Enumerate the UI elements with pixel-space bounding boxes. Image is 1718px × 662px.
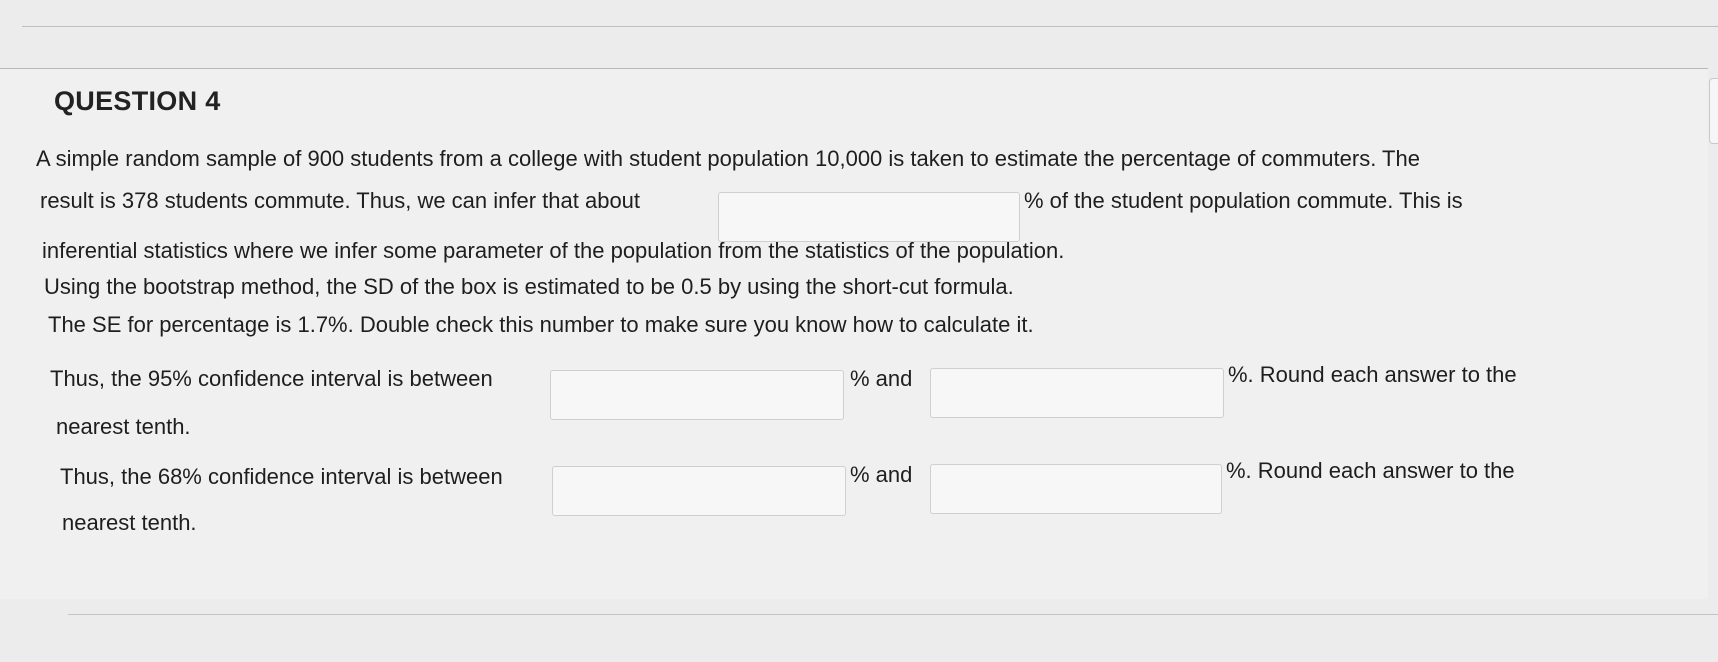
question-text-line2: result is 378 students commute. Thus, we can infer that about bbox=[40, 188, 641, 213]
ci68-and-label: % and bbox=[850, 462, 913, 487]
question-text-line1: A simple random sample of 900 students from a college with student population 10,000 is taken to estimate the percentage of commuters. The bbox=[36, 146, 1420, 171]
ci68-high-input[interactable] bbox=[930, 464, 1222, 514]
se-text: The SE for percentage is 1.7%. Double check this number to make sure you know how to calculate it. bbox=[48, 312, 1034, 337]
ci95-and-label: % and bbox=[850, 366, 913, 391]
bootstrap-text: Using the bootstrap method, the SD of the box is estimated to be 0.5 by using the short-cut formula. bbox=[44, 274, 1014, 299]
ci68-low-input[interactable] bbox=[552, 466, 846, 516]
ci95-instruction: %. Round each answer to the bbox=[1228, 362, 1517, 387]
panel-scroll-edge bbox=[1709, 78, 1718, 144]
percent-commute-input[interactable] bbox=[718, 192, 1020, 242]
ci95-instruction-wrap: nearest tenth. bbox=[56, 414, 191, 439]
ci68-instruction-wrap: nearest tenth. bbox=[62, 510, 197, 535]
ci68-instruction: %. Round each answer to the bbox=[1226, 458, 1515, 483]
bottom-divider bbox=[68, 614, 1718, 615]
ci95-label: Thus, the 95% confidence interval is between bbox=[50, 366, 493, 391]
ci95-low-input[interactable] bbox=[550, 370, 844, 420]
top-divider bbox=[22, 26, 1718, 27]
ci68-label: Thus, the 68% confidence interval is between bbox=[60, 464, 503, 489]
question-title: QUESTION 4 bbox=[54, 86, 221, 116]
ci95-high-input[interactable] bbox=[930, 368, 1224, 418]
question-text-line3: inferential statistics where we infer some parameter of the population from the statistics of the population. bbox=[42, 238, 1065, 263]
question-text-line2-suffix: % of the student population commute. This is bbox=[1024, 188, 1463, 213]
